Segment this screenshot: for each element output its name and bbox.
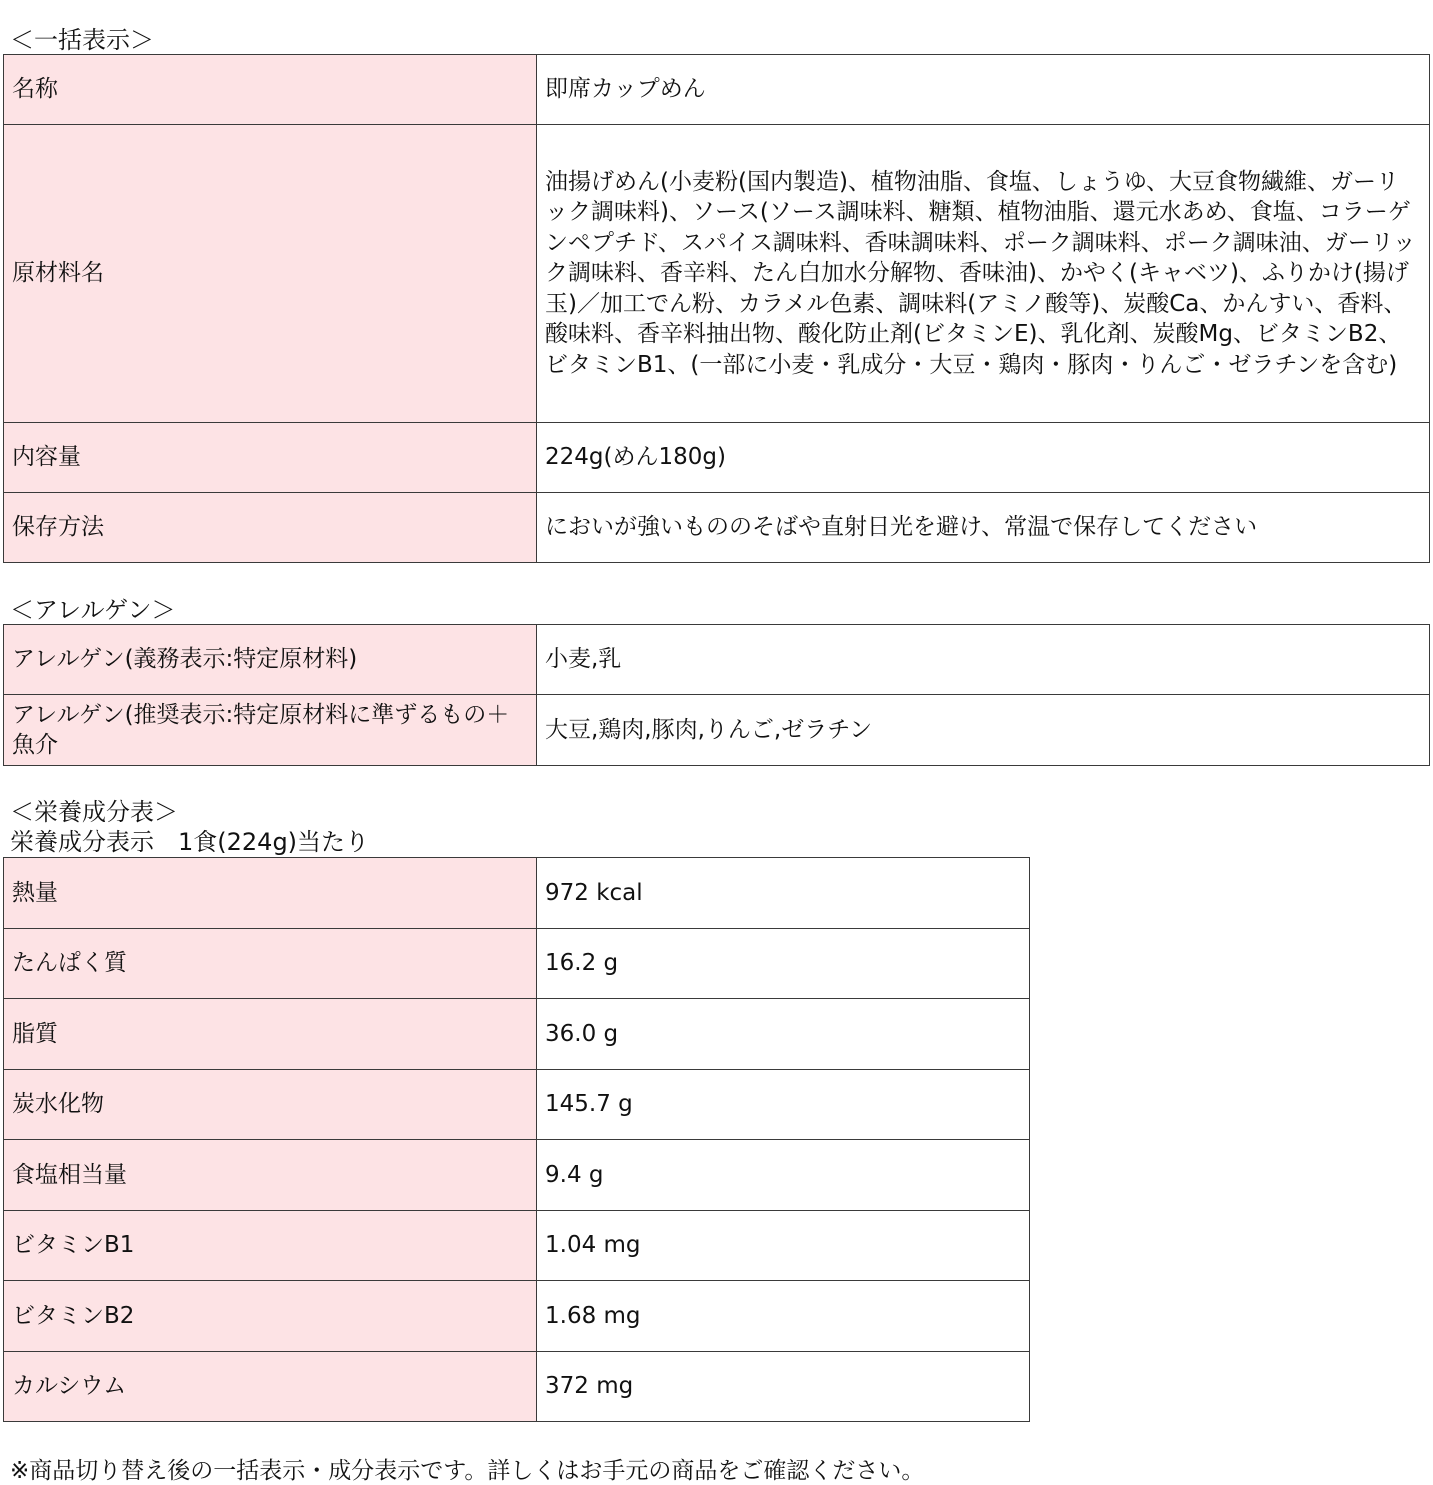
table-row — [4, 928, 1030, 999]
table-row — [4, 1351, 1030, 1422]
row-label: 食塩相当量 — [4, 1140, 537, 1211]
row-value: 大豆,鶏肉,豚肉,りんご,ゼラチン — [537, 695, 1430, 766]
footer-note: ※商品切り替え後の一括表示・成分表示です。詳しくはお手元の商品をご確認ください。 — [10, 1458, 925, 1484]
row-label: 原材料名 — [4, 125, 537, 423]
table-row — [4, 858, 1030, 929]
bulk-table — [3, 54, 1430, 563]
row-value: 小麦,乳 — [537, 625, 1430, 695]
row-value: 9.4 g — [537, 1140, 1030, 1211]
table-row — [4, 695, 1430, 766]
row-label: アレルゲン(推奨表示:特定原材料に準ずるもの＋魚介 — [4, 695, 537, 766]
bulk-section-title: ＜一括表示＞ — [10, 26, 154, 54]
row-label: 保存方法 — [4, 493, 537, 563]
allergen-section-title: ＜アレルゲン＞ — [10, 596, 176, 624]
table-row — [4, 1281, 1030, 1352]
row-value: 224g(めん180g) — [537, 423, 1430, 493]
nutrition-section-title: ＜栄養成分表＞ — [10, 798, 178, 826]
row-value: 油揚げめん(小麦粉(国内製造)、植物油脂、食塩、しょうゆ、大豆食物繊維、ガーリック調味料)、ソース(ソース調味料、糖類、植物油脂、還元水あめ、食塩、コラーゲンペプチド、スパイス調味料、香味調味料、ポーク調味料、ポーク調味油、ガーリック調味料、香辛料、たん白加水分解物、香味油)、かやく(キャベツ)、ふりかけ(揚げ玉)／加工でん粉、カラメル色素、調味料(アミノ酸等)、炭酸Ca、かんすい、香料、酸味料、香辛料抽出物、酸化防止剤(ビタミンE)、乳化剤、炭酸Mg、ビタミンB2、ビタミンB1、(一部に小麦・乳成分・大豆・鶏肉・豚肉・りんご・ゼラチンを含む) — [537, 125, 1430, 423]
table-row — [4, 999, 1030, 1070]
row-value: 36.0 g — [537, 999, 1030, 1070]
table-row — [4, 423, 1430, 493]
row-label: 名称 — [4, 55, 537, 125]
row-label: 炭水化物 — [4, 1069, 537, 1140]
row-label: ビタミンB2 — [4, 1281, 537, 1352]
row-value: 1.68 mg — [537, 1281, 1030, 1352]
nutrition-table — [3, 857, 1030, 1422]
row-label: たんぱく質 — [4, 928, 537, 999]
table-row — [4, 1140, 1030, 1211]
allergen-table — [3, 624, 1430, 766]
row-value: 972 kcal — [537, 858, 1030, 929]
row-value: においが強いもののそばや直射日光を避け、常温で保存してください — [537, 493, 1430, 563]
table-row — [4, 625, 1430, 695]
row-value: 145.7 g — [537, 1069, 1030, 1140]
table-row — [4, 493, 1430, 563]
nutrition-subtitle: 栄養成分表示 1食(224g)当たり — [10, 828, 370, 856]
row-value: 16.2 g — [537, 928, 1030, 999]
row-label: 熱量 — [4, 858, 537, 929]
table-row — [4, 1069, 1030, 1140]
row-label: 脂質 — [4, 999, 537, 1070]
row-value: 即席カップめん — [537, 55, 1430, 125]
row-value: 1.04 mg — [537, 1210, 1030, 1281]
row-label: ビタミンB1 — [4, 1210, 537, 1281]
table-row — [4, 55, 1430, 125]
table-row — [4, 125, 1430, 423]
table-row — [4, 1210, 1030, 1281]
row-label: 内容量 — [4, 423, 537, 493]
row-value: 372 mg — [537, 1351, 1030, 1422]
row-label: カルシウム — [4, 1351, 537, 1422]
row-label: アレルゲン(義務表示:特定原材料) — [4, 625, 537, 695]
